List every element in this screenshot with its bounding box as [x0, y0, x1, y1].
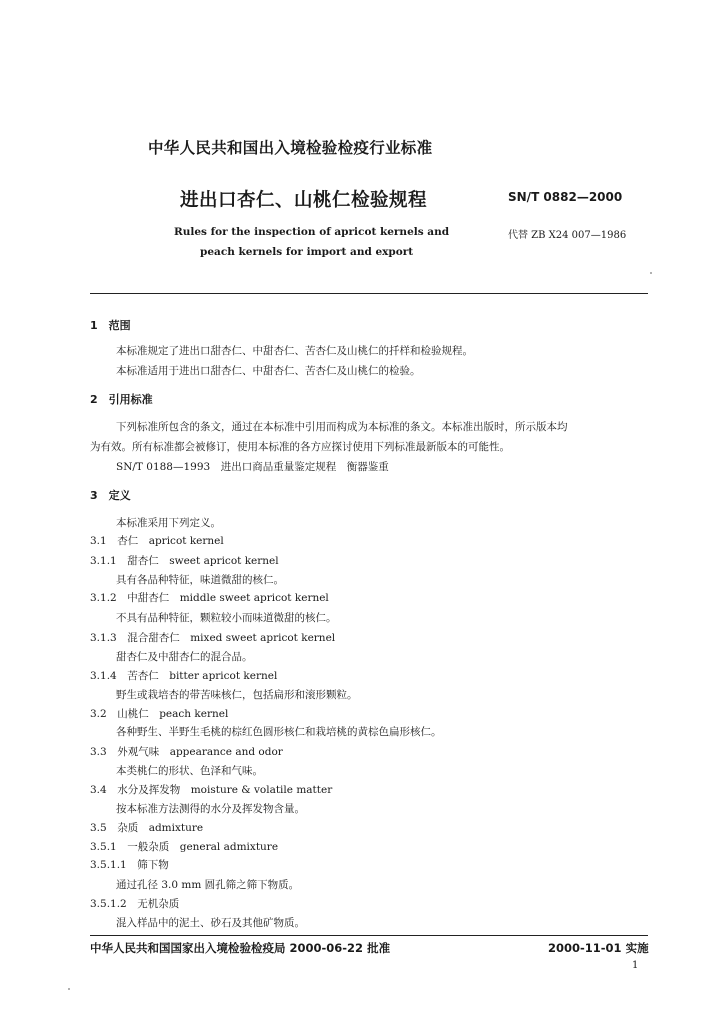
document-title: 进出口杏仁、山桃仁检验规程: [180, 190, 428, 211]
scan-speck: [650, 272, 652, 274]
definition-term: 3.2 山桃仁 peach kernel: [90, 708, 229, 720]
definition-term: 3.3 外观气味 appearance and odor: [90, 746, 283, 758]
definition-term: 3.5.1.2 无机杂质: [90, 898, 180, 910]
standard-category: 中华人民共和国出入境检验检疫行业标准: [148, 139, 433, 157]
definition-text: 通过孔径 3.0 mm 圆孔筛之筛下物质。: [116, 879, 300, 891]
replaces-standard: 代替 ZB X24 007—1986: [508, 230, 627, 241]
footer-divider: [90, 935, 648, 936]
definition-term: 3.1.1 甜杏仁 sweet apricot kernel: [90, 555, 279, 567]
definition-term: 3.1.2 中甜杏仁 middle sweet apricot kernel: [90, 592, 329, 604]
paragraph: 本标准规定了进出口甜杏仁、中甜杏仁、苦杏仁及山桃仁的扦样和检验规程。: [116, 345, 473, 357]
section-heading-references: 2 引用标准: [90, 393, 153, 406]
definition-term: 3.5.1.1 筛下物: [90, 859, 169, 871]
paragraph: 本标准适用于进出口甜杏仁、中甜杏仁、苦杏仁及山桃仁的检验。: [116, 365, 421, 377]
section-heading-definitions: 3 定义: [90, 489, 131, 502]
section-heading-scope: 1 范围: [90, 319, 131, 332]
paragraph: 本标准采用下列定义。: [116, 517, 221, 529]
paragraph: 为有效。所有标准都会被修订，使用本标准的各方应探讨使用下列标准最新版本的可能性。: [90, 441, 510, 453]
definition-text: 混入样品中的泥土、砂石及其他矿物质。: [116, 917, 305, 929]
effective-date: 2000-11-01 实施: [548, 941, 649, 955]
page-number: 1: [632, 960, 639, 971]
definition-text: 各种野生、半野生毛桃的棕红色圆形核仁和栽培桃的黄棕色扁形核仁。: [116, 726, 442, 738]
reference-item: SN/T 0188—1993 进出口商品重量鉴定规程 衡器鉴重: [116, 461, 389, 473]
definition-term: 3.1.4 苦杏仁 bitter apricot kernel: [90, 670, 278, 682]
definition-text: 具有各品种特征，味道微甜的核仁。: [116, 574, 284, 586]
english-title-line2: peach kernels for import and export: [200, 246, 414, 258]
header-divider: [90, 293, 648, 294]
definition-term: 3.1 杏仁 apricot kernel: [90, 535, 224, 547]
standard-number: SN/T 0882—2000: [508, 190, 623, 204]
paragraph: 下列标准所包含的条文，通过在本标准中引用而构成为本标准的条文。本标准出版时，所示版本均: [116, 421, 568, 433]
definition-text: 按本标准方法测得的水分及挥发物含量。: [116, 803, 305, 815]
definition-term: 3.1.3 混合甜杏仁 mixed sweet apricot kernel: [90, 632, 336, 644]
english-title-line1: Rules for the inspection of apricot kernels and: [174, 226, 450, 238]
definition-term: 3.5 杂质 admixture: [90, 822, 204, 834]
definition-text: 野生或栽培杏的带苦味核仁，包括扁形和滚形颗粒。: [116, 689, 358, 701]
definition-text: 本类桃仁的形状、色泽和气味。: [116, 765, 263, 777]
definition-text: 甜杏仁及中甜杏仁的混合品。: [116, 651, 253, 663]
definition-term: 3.5.1 一般杂质 general admixture: [90, 841, 279, 853]
definition-term: 3.4 水分及挥发物 moisture & volatile matter: [90, 784, 333, 796]
definition-text: 不具有品种特征，颗粒较小而味道微甜的核仁。: [116, 612, 337, 624]
scan-speck: [68, 988, 70, 990]
issuer-approval: 中华人民共和国国家出入境检验检疫局 2000-06-22 批准: [90, 941, 391, 955]
